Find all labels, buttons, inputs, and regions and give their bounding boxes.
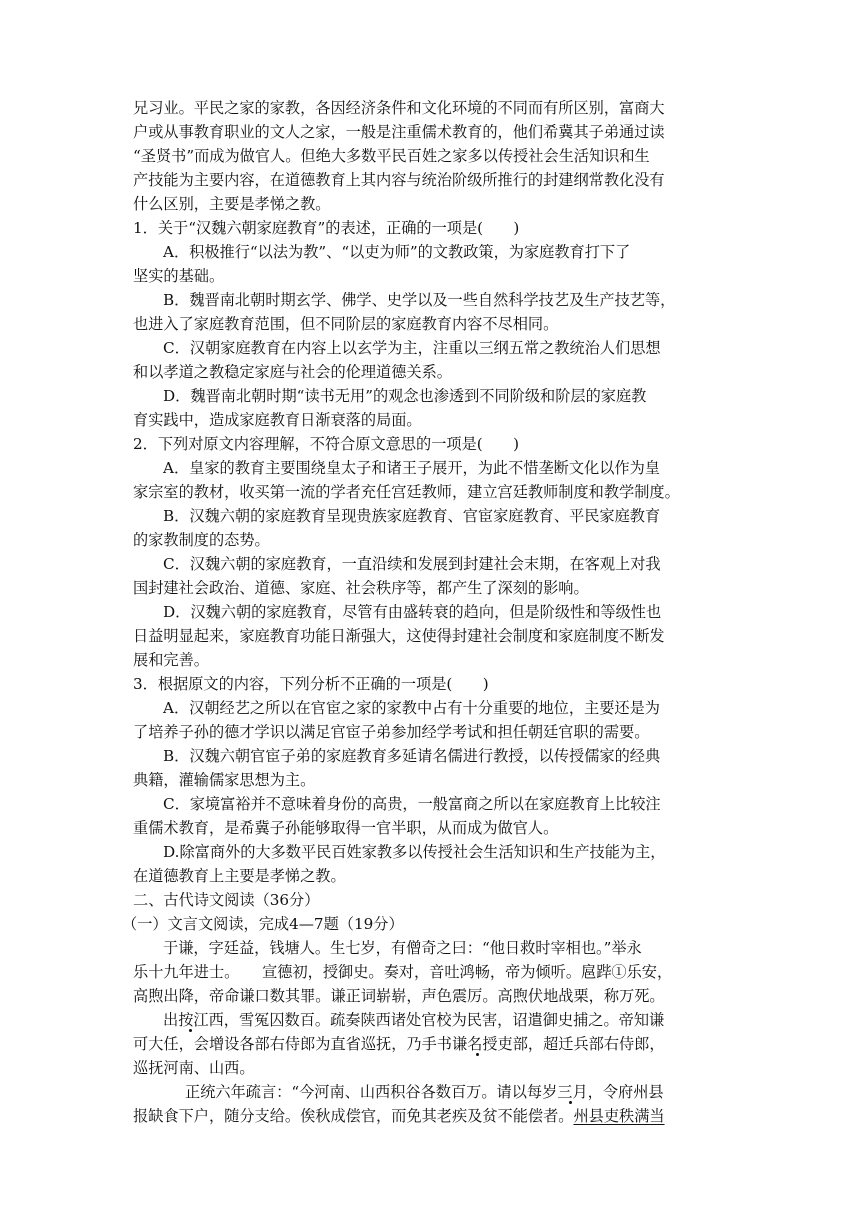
text-line: 国封建社会政治、道德、家庭、社会秩序等，都产生了深刻的影响。 — [133, 579, 589, 597]
option-a: A．皇家的教育主要围绕皇太子和诸王子展开，为此不惜垄断文化以作为皇 — [163, 459, 660, 477]
option-a: A．汉朝经艺之所以在官宦之家的家教中占有十分重要的地位，主要还是为 — [163, 699, 660, 717]
passage-line: 可大任，会增设各部右侍郎为直省巡抚，乃手书谦名授吏部，超迁兵部右侍郎， — [133, 1035, 665, 1053]
text-line: 什么区别，主要是孝悌之教。 — [133, 195, 331, 213]
text-line: 的家教制度的态势。 — [133, 531, 270, 549]
passage-line: 出按江西，雪冤囚数百。疏奏陕西诸处官校为民害，诏遣御史捕之。帝知谦 — [163, 1011, 665, 1029]
option-c: C．家境富裕并不意味着身份的高贵，一般富商之所以在家庭教育上比较注 — [163, 795, 661, 813]
text-line: 户或从事教育职业的文人之家，一般是注重儒术教育的，他们希冀其子弟通过读 — [133, 123, 665, 141]
passage-line — [133, 1104, 733, 1128]
text-line: 坚实的基础。 — [133, 267, 225, 285]
text-line: 典籍，灌输儒家思想为主。 — [133, 771, 316, 789]
option-c: C．汉魏六朝的家庭教育，一直沿续和发展到封建社会末期，在客观上对我 — [163, 555, 661, 573]
emphasis-dot — [189, 1029, 192, 1032]
question-2: 2．下列对原文内容理解，不符合原文意思的一项是( ) — [133, 435, 520, 453]
underlined-sentence: 州县吏秩满当 — [573, 1107, 665, 1125]
option-a: A．积极推行“以法为教”、“以吏为师”的文教政策，为家庭教育打下了 — [163, 243, 631, 261]
passage-line: 于谦，字廷益，钱塘人。生七岁，有僧奇之曰：“他日救时宰相也。”举永 — [163, 939, 642, 957]
text-line: 产技能为主要内容，在道德教育上其内容与统治阶级所推行的封建纲常教化没有 — [133, 171, 665, 189]
passage-line: 巡抚河南、山西。 — [133, 1059, 255, 1077]
text-line: 和以孝道之教稳定家庭与社会的伦理道德关系。 — [133, 363, 452, 381]
question-1: 1．关于“汉魏六朝家庭教育”的表述，正确的一项是( ) — [133, 219, 520, 237]
text-line: 也进入了家庭教育范围，但不同阶层的家庭教育内容不尽相同。 — [133, 315, 559, 333]
option-d: D.除富商外的大多数平民百姓家教多以传授社会生活知识和生产技能为主， — [163, 843, 666, 861]
option-b: B．魏晋南北朝时期玄学、佛学、史学以及一些自然科学技艺及生产技艺等， — [163, 291, 676, 309]
emphasis-dot — [476, 1053, 479, 1056]
text-line: 兄习业。平民之家的家教，各因经济条件和文化环境的不同而有所区别，富商大 — [133, 99, 665, 117]
text-line: 家宗室的教材，收买第一流的学者充任宫廷教师，建立宫廷教师制度和教学制度。 — [133, 483, 680, 501]
passage-line: 高煦出降，帝命谦口数其罪。谦正词崭崭，声色震厉。高煦伏地战栗，称万死。 — [133, 987, 665, 1005]
subsection-heading: （一）文言文阅读，完成4—7题（19分） — [122, 915, 404, 933]
question-3: 3．根据原文的内容，下列分析不正确的一项是( ) — [133, 675, 489, 693]
option-c: C．汉朝家庭教育在内容上以玄学为主，注重以三纲五常之教统治人们思想 — [163, 339, 661, 357]
text-line: 育实践中，造成家庭教育日渐衰落的局面。 — [133, 411, 422, 429]
text-line: “圣贤书”而成为做官人。但绝大多数平民百姓之家多以传授社会生活知识和生 — [133, 147, 650, 165]
text-line: 重儒术教育，是希冀子孙能够取得一官半职，从而成为做官人。 — [133, 819, 559, 837]
passage-text: 报缺食下户，随分支给。俟秋成偿官，而免其老疾及贫不能偿者。 — [133, 1107, 574, 1125]
option-b: B．汉魏六朝的家庭教育呈现贵族家庭教育、官宦家庭教育、平民家庭教育 — [163, 507, 661, 525]
text-line: 了培养子孙的德才学识以满足官宦子弟参加经学考试和担任朝廷官职的需要。 — [133, 723, 650, 741]
section-heading: 二、古代诗文阅读（36分） — [133, 891, 320, 909]
option-d: D．魏晋南北朝时期“读书无用”的观念也渗透到不同阶级和阶层的家庭教 — [163, 387, 647, 405]
text-line: 展和完善。 — [133, 651, 209, 669]
text-line: 日益明显起来，家庭教育功能日渐强大，这使得封建社会制度和家庭制度不断发 — [133, 627, 665, 645]
option-b: B．汉魏六朝官宦子弟的家庭教育多延请名儒进行教授，以传授儒家的经典 — [163, 747, 661, 765]
text-line: 在道德教育上主要是孝悌之教。 — [133, 867, 346, 885]
passage-line: 正统六年疏言：“今河南、山西积谷各数百万。请以每岁三月，令府州县 — [185, 1083, 664, 1101]
option-d: D．汉魏六朝的家庭教育，尽管有由盛转衰的趋向，但是阶级性和等级性也 — [163, 603, 662, 621]
emphasis-dot — [569, 1101, 572, 1104]
passage-line: 乐十九年进士。 宣德初，授御史。奏对，音吐鸿畅，帝为倾听。扈跸①乐安， — [133, 963, 673, 981]
